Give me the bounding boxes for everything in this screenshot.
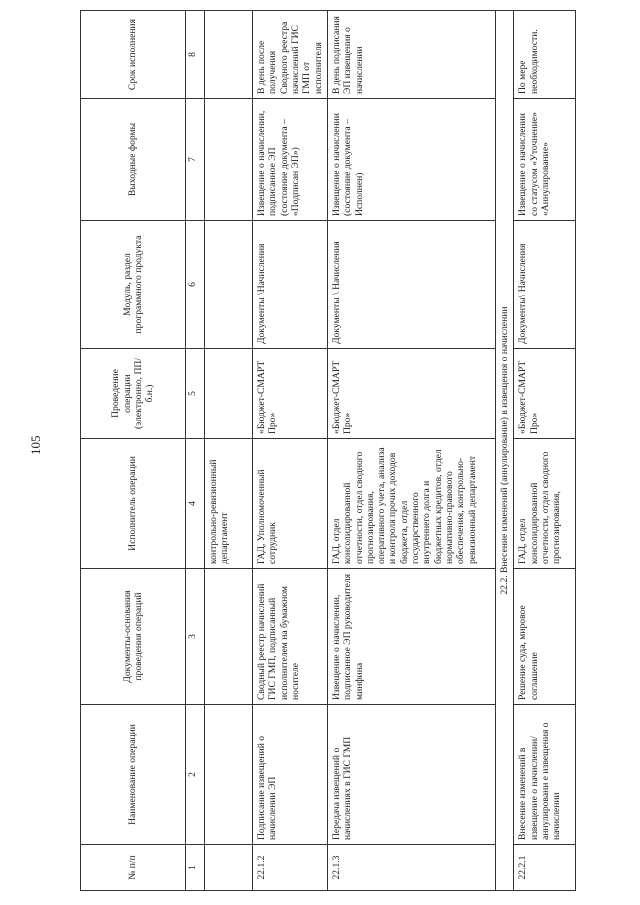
section-row bbox=[495, 11, 513, 891]
row-module: Документы \Начисления bbox=[253, 221, 328, 349]
column-number: 5 bbox=[186, 349, 205, 439]
row-executor: ГАД, отдел консолидированной отчетности, отдел сводного прогнозирования, bbox=[514, 439, 576, 569]
row-mode bbox=[205, 349, 253, 439]
operations-table bbox=[80, 10, 576, 891]
row-operation: Подписание извещений о начислении ЭП bbox=[253, 705, 328, 845]
row-num: 22.1.2 bbox=[253, 845, 328, 891]
row-forms: Извещение о начислении (состояние документа – Исполнен) bbox=[327, 99, 495, 221]
row-term: В день подписания ЭП извещения о начислении bbox=[327, 11, 495, 99]
row-documents: Извещение о начислении, подписанное ЭП руководителя минфина bbox=[327, 569, 495, 705]
column-number: 4 bbox=[186, 439, 205, 569]
table-row bbox=[327, 11, 495, 891]
row-operation: Внесение изменений в извещение о начислении/аннулировани е извещения о начислении bbox=[514, 705, 576, 845]
row-mode: «Бюджет-СМАРТ Про» bbox=[327, 349, 495, 439]
header-cell-num: № п/п bbox=[81, 845, 186, 891]
header-cell-module: Модуль, раздел программного продукта bbox=[81, 221, 186, 349]
document-body bbox=[72, 0, 632, 905]
table-row bbox=[205, 11, 253, 891]
row-documents: Сводный реестр начислений ГИС ГМП, подписанный исполнителем на бумажном носителе bbox=[253, 569, 328, 705]
row-operation bbox=[205, 705, 253, 845]
row-module bbox=[205, 221, 253, 349]
header-cell-forms: Выходные формы bbox=[81, 99, 186, 221]
rotated-page bbox=[72, 0, 632, 905]
header-cell-documents: Документы-основания проведения операций bbox=[81, 569, 186, 705]
page-number: 105 bbox=[28, 435, 43, 455]
header-cell-operation: Наименование операции bbox=[81, 705, 186, 845]
row-forms bbox=[205, 99, 253, 221]
column-number: 1 bbox=[186, 845, 205, 891]
column-number: 7 bbox=[186, 99, 205, 221]
table-row bbox=[514, 11, 576, 891]
row-forms: Извещение о начислении со статусом «Уточнение» «Аннулирование» bbox=[514, 99, 576, 221]
row-operation: Передача извещений о начислениях в ГИС ГМП bbox=[327, 705, 495, 845]
table-row bbox=[253, 11, 328, 891]
row-executor: ГАД, отдел консолидированной отчетности, отдел сводного прогнозирования, оперативного учета, анализа и контроля прочих доходов бюджета, отдел государственного внутреннего долга и бюджетных кредитов, отдел нормативно-правового обеспечения, контрольно-ревизионный департамент bbox=[327, 439, 495, 569]
row-documents bbox=[205, 569, 253, 705]
header-cell-term: Срок исполнения bbox=[81, 11, 186, 99]
row-executor: контрольно-ревизионный департамент bbox=[205, 439, 253, 569]
row-executor: ГАД, Уполномоченный сотрудник bbox=[253, 439, 328, 569]
header-row bbox=[81, 11, 186, 891]
row-num bbox=[205, 845, 253, 891]
row-mode: «Бюджет-СМАРТ Про» bbox=[514, 349, 576, 439]
row-module: Документы \ Начисления bbox=[327, 221, 495, 349]
column-number-row bbox=[186, 11, 205, 891]
section-title: 22.2. Внесение изменений (аннулирование) в извещения о начислении bbox=[495, 11, 513, 891]
column-number: 8 bbox=[186, 11, 205, 99]
header-cell-mode: Проведение операции (электронно, ПП/б.н.) bbox=[81, 349, 186, 439]
row-term: По мере необходимости. bbox=[514, 11, 576, 99]
column-number: 6 bbox=[186, 221, 205, 349]
row-num: 22.2.1 bbox=[514, 845, 576, 891]
row-module: Документы\ Начисления bbox=[514, 221, 576, 349]
header-cell-executor: Исполнитель операции bbox=[81, 439, 186, 569]
row-num: 22.1.3 bbox=[327, 845, 495, 891]
row-documents: Решение суда, мировое соглашение bbox=[514, 569, 576, 705]
row-mode: «Бюджет-СМАРТ Про» bbox=[253, 349, 328, 439]
column-number: 2 bbox=[186, 705, 205, 845]
row-term: В день после получения Сводного реестра начислений ГИС ГМП от исполнителя bbox=[253, 11, 328, 99]
row-term bbox=[205, 11, 253, 99]
row-forms: Извещение о начислении, подписанное ЭП (состояние документа – «Подписан ЭП») bbox=[253, 99, 328, 221]
column-number: 3 bbox=[186, 569, 205, 705]
